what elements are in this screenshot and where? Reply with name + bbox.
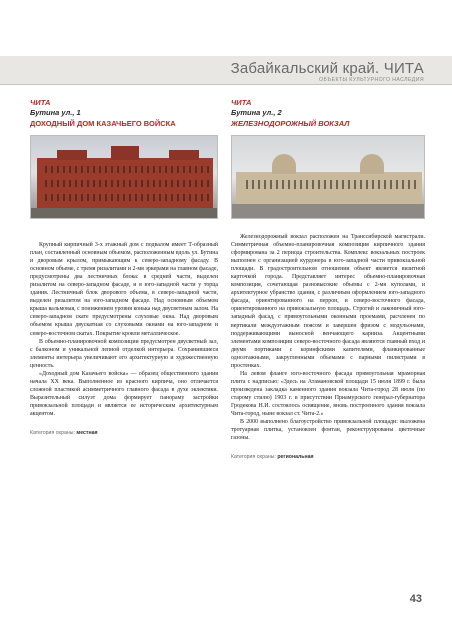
page-header-subtitle: ОБЪЕКТЫ КУЛЬТУРНОГО НАСЛЕДИЯ [319,77,424,83]
address: Бутина ул., 1 [30,108,81,117]
category-label: Категория охраны: [231,454,276,461]
building-photo [231,135,425,219]
paragraph: Крупный кирпичный 3-х этажный дом с подвалом имеет Т-образный план, составленный основным объемом, расположенным вдоль ул. Бутина и дворовым крылом, примыкающим к северо-западному фасаду. В основном объеме, с тремя ризалитами и 2-мя эркерами на главном фасаде, предусмотрены два лестничных блока: в средней части, выделен ризалитом на северо-западном фасаде, и в юго-западной части у торца здания. Лестничный блок дворового объема, в северо-западной части, выделен ризалитом на юго-западном фасаде. Над основным объемом крыша вальмовая, с понижением уровня конька над двусветным залом. На северо-западном скате предусмотрены слуховые окна. Над дворовым объемом крыша двускатная со слуховыми окнами на юго-западном и северо-восточном скатах. Покрытие кровли металлическое. [30,242,218,337]
category-label: Категория охраны: [30,430,75,437]
page-number: 43 [409,593,422,605]
address: Бутина ул., 2 [231,108,282,117]
paragraph: В 2000 выполнено благоустройство привокзальной площади: выложена тротуарная плитка, установлен фонтан, реконструированы цветочные газоны. [231,419,425,442]
category-value: местная [76,430,98,437]
building-photo [30,135,218,219]
paragraph: На левом фланге юго-восточного фасада прямоугольная мраморная плита с надписью: «Здесь на Атамановской площади 15 июля 1899 г. была произведена закладка каменного здания вокзала Чита-город 28 июля (по старому стилю) 1903 г. в присутствии Приамурского генерал-губернатора Гродекова Н.И. состоялось освящение, вновь построенного здания вокзала Чита-город, ныне вокзал ст. Чита-2.» [231,370,425,418]
protection-category [231,454,425,460]
category-value: региональная [277,454,314,461]
paragraph: Железнодорожный вокзал расположен на Транссибирской магистрали. Симметричная объемно-планировочная композиция кирпичного здания сформирована за 2 периода строительства. Комплекс вокзальных построек выполнен с организацией курдонера в юго-западной части привокзальной площади. В градостроительном отношении объект является визитной карточкой города. Представляет интерес объемно-планировочная композиция, сочетающая разновысокие объемы с 2-мя куполами, и архитектурное убранство здания, с различным оформлением юго-западного фасада, ориентированного на перрон, и северо-восточного фасада, ориентированного на привокзальную площадь. Строгий и лаконичный юго-западный фасад, с прямоугольными оконными проемами, расчленен по вертикали междуэтажным поясом и завершен фризом с модульонами, поддерживающими выносной венчающего карниза. Акцентными элементами композиции северо-восточного фасада являются главный вход и двумя портиками с коринфскими капителями, фланкированные одноэтажными, закругленными объемами с парными пилястрами в простенках. [231,234,425,369]
paragraph: В объемно-планировочной композиции предусмотрен двусветный зал, с балконом и уникальной лепной отделкой интерьера. Сохранившиеся элементы интерьера увеличивают его архитектурную и художественную ценность. [30,338,218,369]
page-header-title: Забайкальский край. ЧИТА [230,60,424,77]
article-right [231,98,425,460]
city-label: ЧИТА [30,98,51,107]
protection-category [30,430,218,436]
paragraph: «Доходный дом Казачьего войска» — образец общественного здания начала XX века. Выполненное из красного кирпича, оно отличается сложной пластикой асимметричного главного фасада в духе эклектики. Выразительный силуэт дома формирует панораму застройки привокзальной площади и является ее историческим архитектурным акцентом. [30,370,218,417]
city-label: ЧИТА [231,98,252,107]
article-left [30,98,218,436]
object-title: ЖЕЛЕЗНОДОРОЖНЫЙ ВОКЗАЛ [231,119,350,128]
object-title: ДОХОДНЫЙ ДОМ КАЗАЧЬЕГО ВОЙСКА [30,119,176,128]
